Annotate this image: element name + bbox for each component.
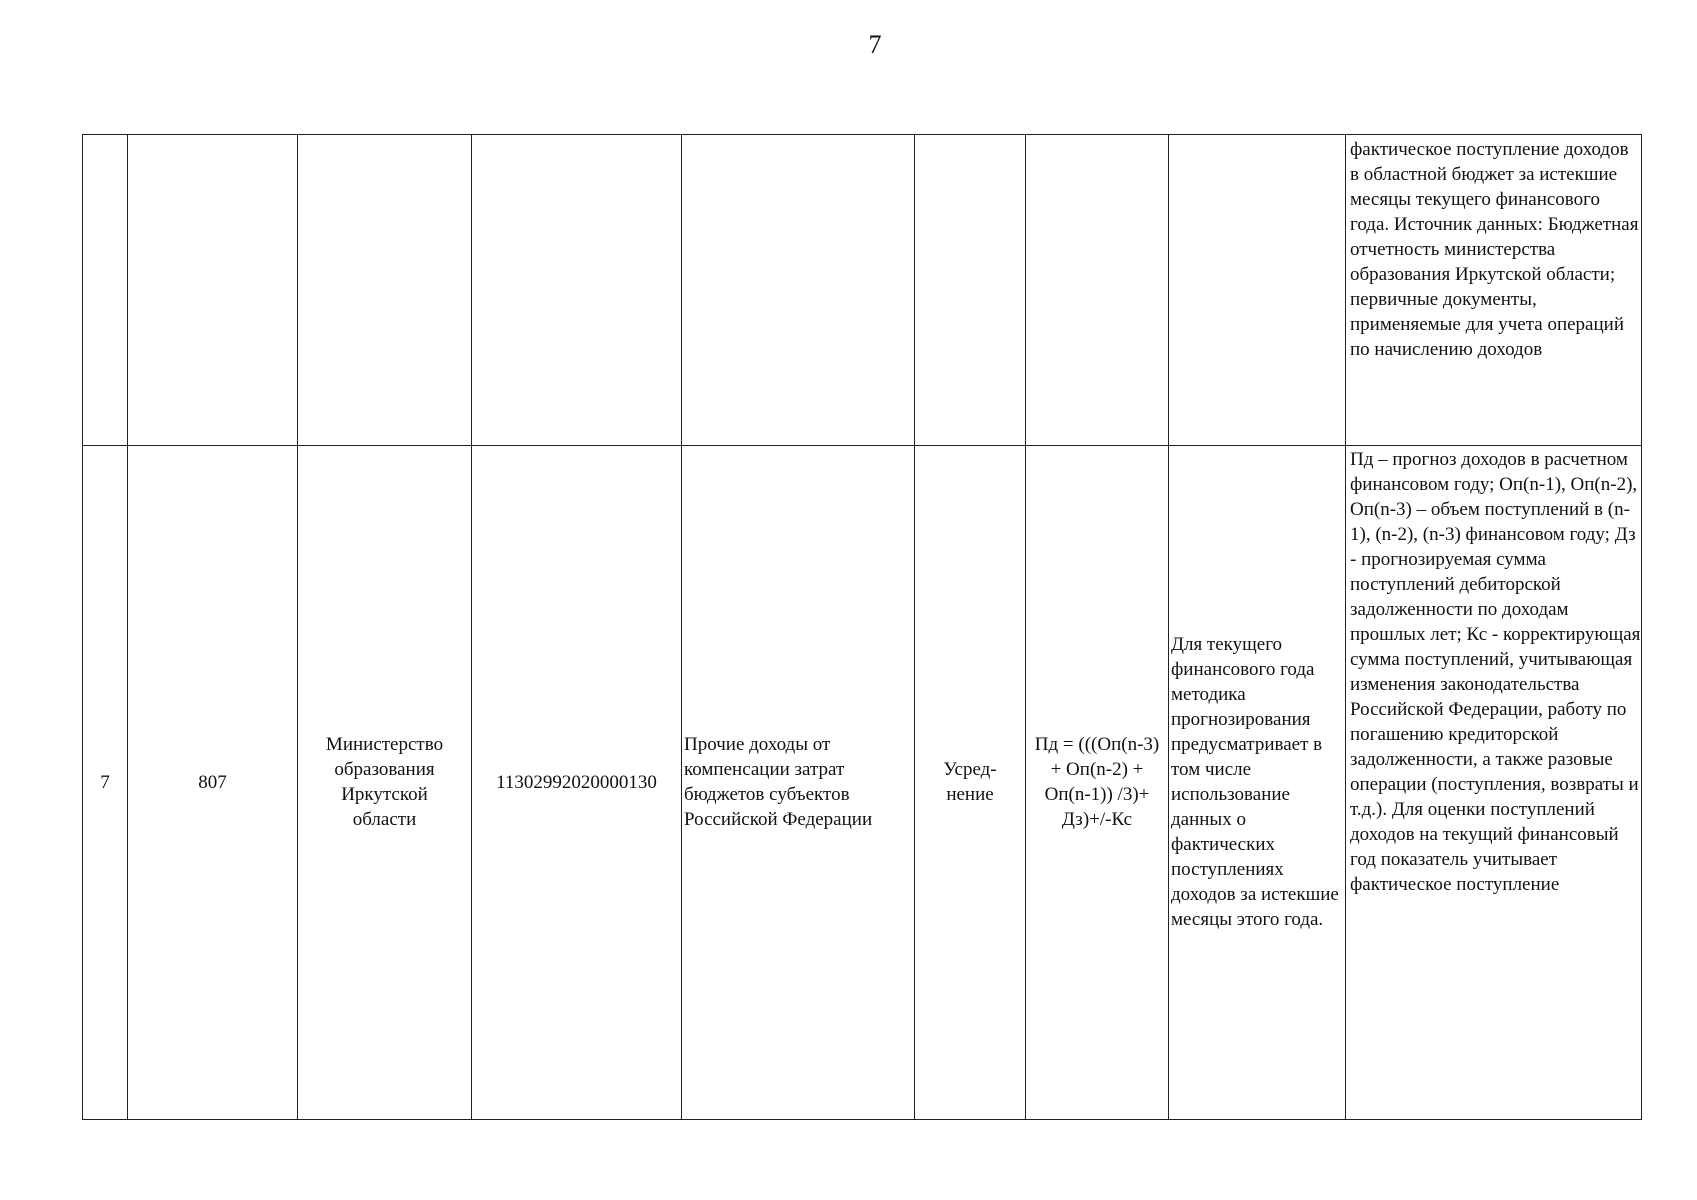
note-text: Для текущего финансового года методика прогнозирования предусматривает в том числе использование данных о фактических поступлениях доходов за истекшие месяцы этого года. [1171,634,1339,930]
cell-description [1346,445,1643,1119]
revenue-name: Прочие доходы от компенсации затрат бюджетов субъектов Российской Федерации [684,734,873,830]
description-text: Пд – прогноз доходов в расчетном финансовом году; Оп(n-1), Оп(n-2), Оп(n-3) – объем поступлений в (n-1), (n-2), (n-3) финансовом году; Дз - прогнозируемая сумма поступлений дебиторской задолженности по доходам прошлых лет; Кс - корректирующая сумма поступлений, учитывающая изменения законодательства Российской Федерации, работу по погашению кредиторской задолженности, а также разовые операции (поступления, возвраты и т.д.). Для оценки поступлений доходов на текущий финансовый год показатель учитывает фактическое поступление [1350,449,1641,895]
revenue-forecast-table [82,134,1642,1120]
admin-code: 807 [198,771,227,793]
kbk-code: 11302992020000130 [496,771,657,793]
cell-formula [1026,135,1169,445]
cell-formula [1026,445,1169,1119]
row-number: 7 [100,771,110,793]
cell-note [1169,445,1346,1119]
description-text: фактическое поступление доходов в областной бюджет за истекшие месяцы текущего финансового года. Источник данных: Бюджетная отчетность министерства образования Иркутской области; первичные документы, применяемые для учета операций по начислению доходов [1350,139,1639,360]
cell-administrator [298,445,472,1119]
formula: Пд = (((Оп(n-3) + Оп(n-2) + Оп(n-1)) /3)+ Дз)+/-Кс [1034,734,1160,830]
cell-revenue-name [682,445,915,1119]
method-name: Усред-нение [943,759,997,805]
cell-method [915,445,1026,1119]
administrator-name: Министерство образования Иркутской области [325,734,444,830]
cell-revenue-name [682,135,915,445]
cell-note [1169,135,1346,445]
table-row-7 [83,445,1641,1119]
table-row-continued [83,135,1641,446]
page-number: 7 [868,30,882,59]
cell-method [915,135,1026,445]
cell-number [83,135,128,445]
cell-admin-code [128,445,298,1119]
cell-administrator [298,135,472,445]
cell-kbk [472,445,682,1119]
cell-description [1346,135,1643,445]
cell-admin-code [128,135,298,445]
cell-kbk [472,135,682,445]
cell-number [83,445,128,1119]
